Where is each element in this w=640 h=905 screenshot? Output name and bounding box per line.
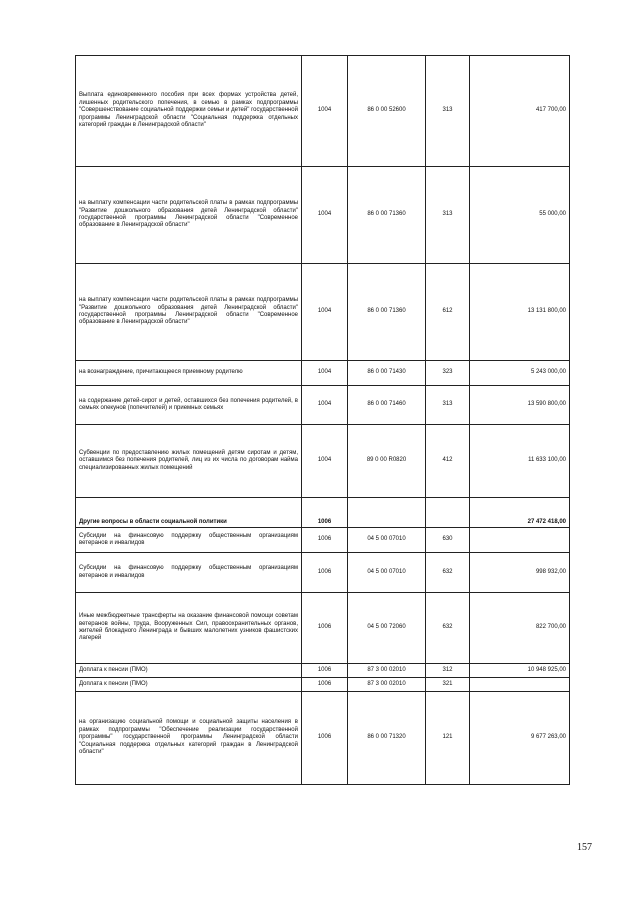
cell-desc: на вознаграждение, причитающееся приемному родителю xyxy=(76,361,302,386)
cell-amount: 9 677 263,00 xyxy=(470,692,570,785)
cell-amount: 5 243 000,00 xyxy=(470,361,570,386)
table-row xyxy=(76,425,570,498)
budget-table-body xyxy=(76,56,570,785)
cell-section: 1006 xyxy=(302,553,348,593)
cell-desc: Доплата к пенсии (ПМО) xyxy=(76,678,302,692)
cell-type: 612 xyxy=(426,264,470,361)
cell-target: 04 5 00 07010 xyxy=(348,528,426,553)
cell-amount: 13 590 800,00 xyxy=(470,386,570,425)
cell-desc: на содержание детей-сирот и детей, оставшихся без попечения родителей, в семьях опекунов (попечителей) и приемных семьях xyxy=(76,386,302,425)
table-row xyxy=(76,264,570,361)
cell-amount: 998 932,00 xyxy=(470,553,570,593)
cell-target: 87 3 00 02010 xyxy=(348,664,426,678)
cell-type: 632 xyxy=(426,593,470,664)
cell-section: 1004 xyxy=(302,386,348,425)
cell-section: 1006 xyxy=(302,528,348,553)
cell-section: 1004 xyxy=(302,361,348,386)
cell-target: 86 0 00 71360 xyxy=(348,264,426,361)
table-row xyxy=(76,386,570,425)
table-row xyxy=(76,361,570,386)
cell-amount: 822 700,00 xyxy=(470,593,570,664)
cell-desc: Субвенции по предоставлению жилых помещений детям сиротам и детям, оставшимся без попечения родителей, лиц из их числа по договорам найма специализированных жилых помещений xyxy=(76,425,302,498)
cell-target: 89 0 00 R0820 xyxy=(348,425,426,498)
cell-type: 630 xyxy=(426,528,470,553)
budget-table xyxy=(75,55,570,785)
cell-section: 1004 xyxy=(302,56,348,167)
table-row xyxy=(76,56,570,167)
cell-section: 1006 xyxy=(302,664,348,678)
cell-type: 313 xyxy=(426,167,470,264)
cell-desc: Доплата к пенсии (ПМО) xyxy=(76,664,302,678)
cell-desc: на выплату компенсации части родительской платы в рамках подпрограммы "Развитие дошкольного образования детей Ленинградской области" государственной программы Ленинградской области "Современное образование в Ленинградской области" xyxy=(76,167,302,264)
cell-type: 121 xyxy=(426,692,470,785)
page-number: 157 xyxy=(577,842,592,853)
cell-target: 86 0 00 52600 xyxy=(348,56,426,167)
cell-type: 323 xyxy=(426,361,470,386)
cell-type: 412 xyxy=(426,425,470,498)
cell-target: 86 0 00 71360 xyxy=(348,167,426,264)
cell-section: 1004 xyxy=(302,264,348,361)
cell-section: 1004 xyxy=(302,425,348,498)
cell-desc: Выплата единовременного пособия при всех формах устройства детей, лишенных родительского попечения, в семью в рамках подпрограммы "Совершенствование социальной поддержки семьи и детей" государственной программы Ленинградской области "Социальная поддержка отдельных категорий граждан в Ленинградской области" xyxy=(76,56,302,167)
cell-type: 313 xyxy=(426,56,470,167)
cell-target xyxy=(348,498,426,528)
cell-target: 86 0 00 71320 xyxy=(348,692,426,785)
table-row xyxy=(76,498,570,528)
cell-target: 86 0 00 71430 xyxy=(348,361,426,386)
cell-amount: 13 131 800,00 xyxy=(470,264,570,361)
cell-type: 313 xyxy=(426,386,470,425)
table-row xyxy=(76,528,570,553)
table-row xyxy=(76,692,570,785)
cell-type: 632 xyxy=(426,553,470,593)
cell-target: 86 0 00 71460 xyxy=(348,386,426,425)
cell-amount: 11 633 100,00 xyxy=(470,425,570,498)
cell-desc: на выплату компенсации части родительской платы в рамках подпрограммы "Развитие дошкольного образования детей Ленинградской области" государственной программы Ленинградской области "Современное образование в Ленинградской области" xyxy=(76,264,302,361)
cell-section: 1006 xyxy=(302,692,348,785)
cell-target: 04 5 00 72060 xyxy=(348,593,426,664)
cell-type: 312 xyxy=(426,664,470,678)
table-row xyxy=(76,593,570,664)
cell-section: 1006 xyxy=(302,678,348,692)
table-row xyxy=(76,678,570,692)
cell-amount: 27 472 418,00 xyxy=(470,498,570,528)
cell-desc: Субсидии на финансовую поддержку общественным организациям ветеранов и инвалидов xyxy=(76,553,302,593)
table-row xyxy=(76,553,570,593)
cell-amount: 417 700,00 xyxy=(470,56,570,167)
cell-target: 87 3 00 02010 xyxy=(348,678,426,692)
cell-type xyxy=(426,498,470,528)
cell-type: 321 xyxy=(426,678,470,692)
cell-desc: Субсидии на финансовую поддержку общественным организациям ветеранов и инвалидов xyxy=(76,528,302,553)
cell-desc: на организацию социальной помощи и социальной защиты населения в рамках подпрограммы "Обеспечение реализации государственной программы" государственной программы Ленинградской области "Социальная поддержка отдельных категорий граждан в Ленинградской области" xyxy=(76,692,302,785)
cell-section: 1006 xyxy=(302,498,348,528)
cell-section: 1006 xyxy=(302,593,348,664)
cell-desc: Другие вопросы в области социальной политики xyxy=(76,498,302,528)
table-row xyxy=(76,167,570,264)
cell-amount xyxy=(470,678,570,692)
cell-target: 04 5 00 07010 xyxy=(348,553,426,593)
cell-amount: 55 000,00 xyxy=(470,167,570,264)
table-row xyxy=(76,664,570,678)
cell-amount xyxy=(470,528,570,553)
cell-desc: Иные межбюджетные трансферты на оказание финансовой помощи советам ветеранов войны, труда, Вооруженных Сил, правоохранительных органов, жителей блокадного Ленинграда и бывших малолетних узников фашистских лагерей xyxy=(76,593,302,664)
cell-amount: 10 948 925,00 xyxy=(470,664,570,678)
cell-section: 1004 xyxy=(302,167,348,264)
